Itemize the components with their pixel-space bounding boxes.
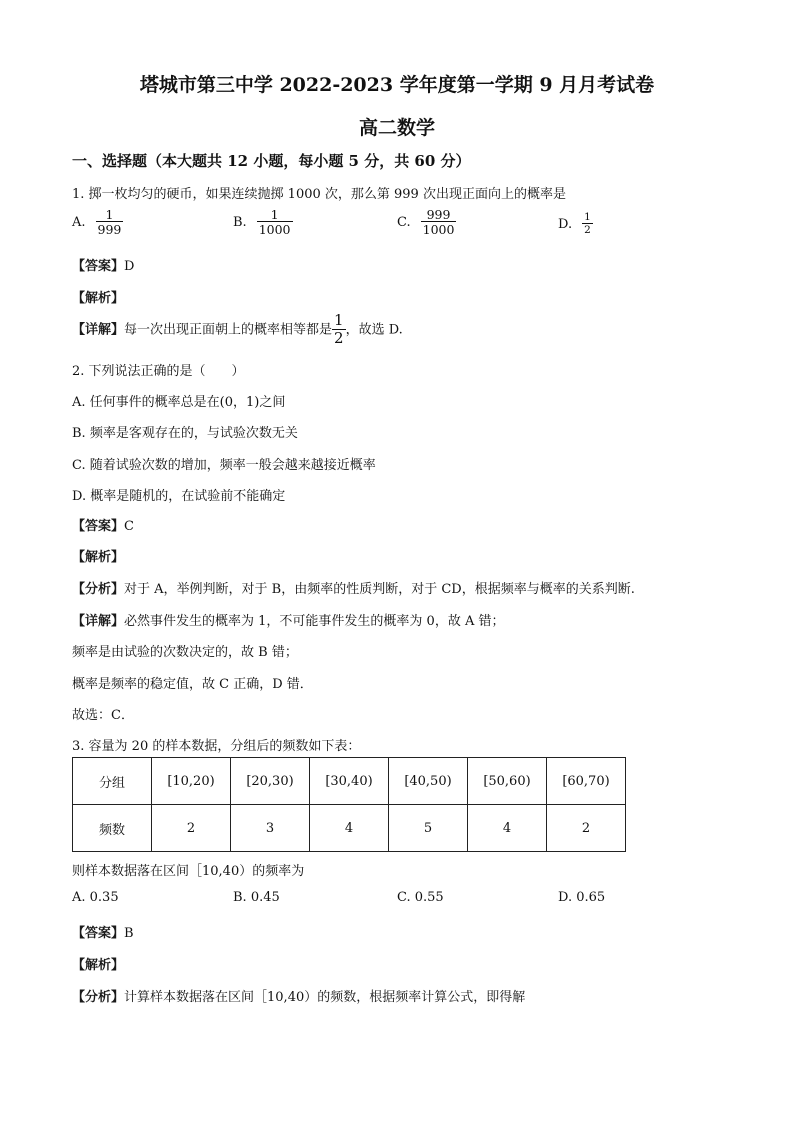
q3-option-a: A. 0.35	[72, 890, 119, 905]
q2-answer: 【答案】C	[72, 519, 134, 534]
table-cell: [60,70)	[547, 758, 626, 805]
table-cell: [10,20)	[152, 758, 231, 805]
q2-detail-line-4: 故选：C．	[72, 708, 134, 723]
fraction: $\frac{1}{2}$	[584, 211, 591, 237]
q2-detail-line-2: 频率是由试验的次数决定的，故 B 错；	[72, 645, 298, 660]
q3-answer: 【答案】B	[72, 926, 134, 941]
q2-fenxi: 【分析】对于 A，举例判断，对于 B，由频率的性质判断，对于 CD，根据频率与概率的关系判断.	[72, 582, 635, 597]
q2-option-c: C. 随着试验次数的增加，频率一般会越来越接近概率	[72, 458, 376, 473]
table-cell: 3	[231, 805, 310, 852]
table-row	[73, 758, 626, 805]
fraction: $\frac{1}{2}$	[334, 311, 344, 347]
q1-stem: 1. 掷一枚均匀的硬币，如果连续抛掷 1000 次，那么第 999 次出现正面向上的概率是	[72, 187, 566, 202]
q2-option-d: D. 概率是随机的，在试验前不能确定	[72, 489, 286, 504]
q3-option-c: C. 0.55	[397, 890, 444, 905]
q2-option-b: B. 频率是客观存在的，与试验次数无关	[72, 426, 298, 441]
q3-option-b: B. 0.45	[233, 890, 280, 905]
q2-option-a: A. 任何事件的概率总是在(0，1)之间	[72, 395, 286, 410]
exam-subtitle: 高二数学	[358, 117, 435, 139]
q2-detail-line-1: 【详解】必然事件发生的概率为 1，不可能事件发生的概率为 0，故 A 错；	[72, 614, 505, 629]
table-cell: [30,40)	[310, 758, 389, 805]
q1-option-d: D. $\frac{1}{2}$	[558, 211, 591, 237]
fraction: $\frac{1}{1000}$	[258, 207, 291, 238]
table-cell: [20,30)	[231, 758, 310, 805]
q1-analysis-label: 【解析】	[72, 291, 125, 306]
table-header-cell: 频数	[73, 805, 152, 852]
table-cell: [50,60)	[468, 758, 547, 805]
q1-option-a: A. $\frac{1}{999}$	[72, 207, 122, 238]
exam-title: 塔城市第三中学 2022-2023 学年度第一学期 9 月月考试卷	[139, 74, 655, 96]
q3-analysis-label: 【解析】	[72, 958, 125, 973]
section-heading: 一、选择题（本大题共 12 小题，每小题 5 分，共 60 分）	[72, 152, 471, 170]
q2-detail-line-3: 概率是频率的稳定值，故 C 正确，D 错．	[72, 677, 313, 692]
q2-analysis-label: 【解析】	[72, 550, 125, 565]
table-cell: 4	[468, 805, 547, 852]
table-cell: 2	[152, 805, 231, 852]
table-cell: 5	[389, 805, 468, 852]
q1-answer: 【答案】D	[72, 259, 135, 274]
table-row	[73, 805, 626, 852]
q1-option-c: C. $\frac{999}{1000}$	[397, 207, 455, 238]
table-cell: [40,50)	[389, 758, 468, 805]
frequency-table	[72, 757, 626, 852]
q1-detail: 【详解】每一次出现正面朝上的概率相等都是 $\frac{1}{2}$ ，故选 D.	[72, 311, 403, 347]
q3-option-d: D. 0.65	[558, 890, 606, 905]
table-cell: 4	[310, 805, 389, 852]
fraction: $\frac{999}{1000}$	[422, 207, 455, 238]
table-header-cell: 分组	[73, 758, 152, 805]
q3-question: 则样本数据落在区间［10,40）的频率为	[72, 864, 305, 879]
fraction: $\frac{1}{999}$	[97, 207, 122, 238]
q3-stem: 3. 容量为 20 的样本数据，分组后的频数如下表：	[72, 739, 361, 754]
table-cell: 2	[547, 805, 626, 852]
q1-option-b: B. $\frac{1}{1000}$	[233, 207, 291, 238]
q2-stem: 2. 下列说法正确的是（ ）	[72, 364, 245, 379]
q3-fenxi: 【分析】计算样本数据落在区间［10,40）的频数，根据频率计算公式，即得解	[72, 990, 526, 1005]
